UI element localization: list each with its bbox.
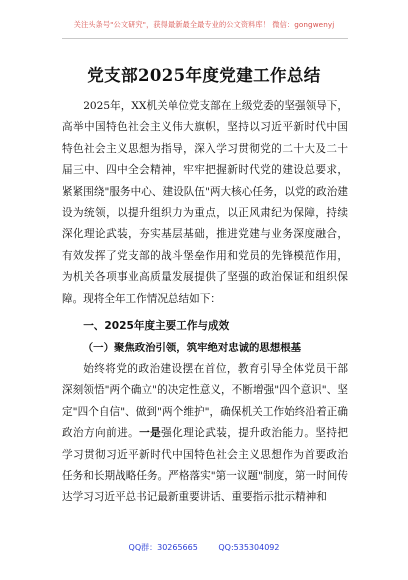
intro-paragraph: 2025年，XX机关单位党支部在上级党委的坚强领导下，高举中国特色社会主义伟大旗帜，坚持以习近平新时代中国特色社会主义思想为指导，深入学习贯彻党的二十大及二十届三中、四中全会精神，牢牢把握新时代党的建设总要求，紧紧围绕"服务中心、建设队伍"两大核心任务，以党的政治建设为统领，以提升组织力为重点，以正风肃纪为保障，持续深化理论武装，夯实基层基础，推进党建与业务深度融合，有效发挥了党支部的战斗堡垒作用和党员的先锋模范作用，为机关各项事业高质量发展提供了坚强的政治保证和组织保障。现将全年工作情况总结如下： (62, 100, 348, 305)
body-paragraph-text-b: 强化理论武装，提升政治能力。坚持把学习贯彻习近平新时代中国特色社会主义思想作为首要政治任务和长期战略任务。严格落实"第一议题"制度，第一时间传达学习习近平总书记最新重要讲话、重要指示批示精神和 (62, 427, 349, 504)
document-title: 党支部2025年度党建工作总结 (87, 66, 321, 85)
header-banner (0, 20, 408, 30)
header-banner-text: 关注头条号"公文研究"，获得最新最全最专业的公文资料库！ 微信：gongwenyj (73, 20, 335, 29)
section-heading: 一、2025年度主要工作与成效 (83, 320, 230, 332)
footer (0, 542, 408, 553)
body-paragraph-emphasis: 一是 (139, 427, 162, 440)
header-divider (62, 38, 348, 39)
footer-qq-group: QQ群：30265665 (128, 543, 198, 552)
sub-heading: （一）聚焦政治引领，筑牢绝对忠诚的思想根基 (82, 342, 301, 354)
body-paragraph-text-a: 始终将党的政治建设摆在首位，教育引导全体党员干部深刻领悟"两个确立"的决定性意义，不断增强"四个意识"、坚定"四个自信"、做到"两个维护"，确保机关工作始终沿着正确政治方向前进。 (62, 363, 348, 440)
body-paragraph (62, 359, 348, 509)
footer-qq: QQ:535304092 (218, 543, 280, 552)
